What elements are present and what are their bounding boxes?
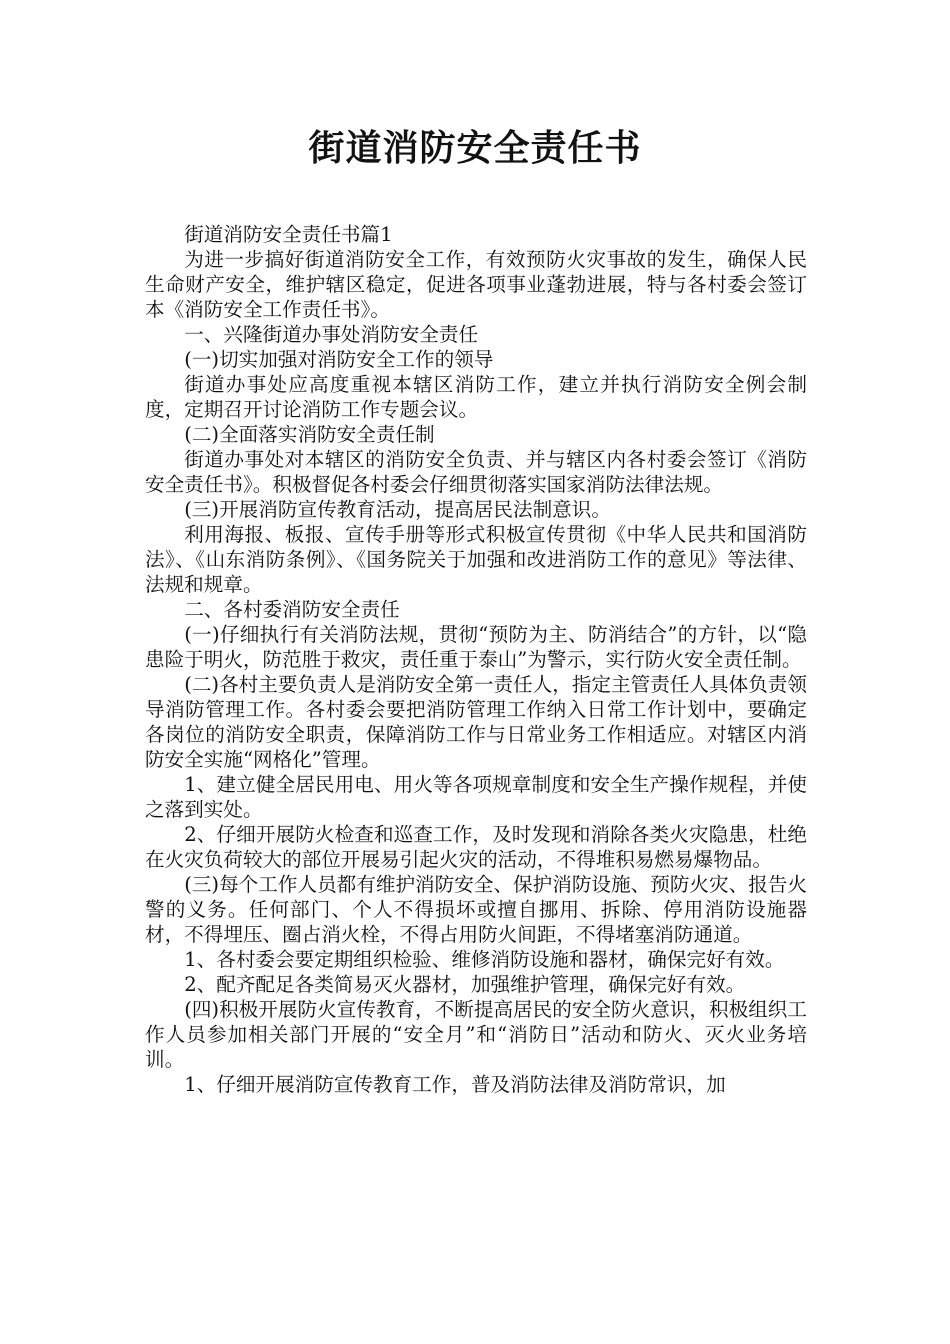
paragraph: (四)积极开展防火宣传教育，不断提高居民的安全防火意识，积极组织工作人员参加相关部门开展的“安全月”和“消防日”活动和防火、灭火业务培训。 [145, 998, 807, 1071]
paragraph-section-heading: 街道消防安全责任书篇1 [184, 223, 393, 246]
paragraph: 为进一步搞好街道消防安全工作，有效预防火灾事故的发生，确保人民生命财产安全，维护辖区稳定，促进各项事业蓬勃进展，特与各村委会签订本《消防安全工作责任书》。 [145, 248, 807, 321]
paragraph: 1、各村委会要定期组织检验、维修消防设施和器材，确保完好有效。 [184, 948, 785, 971]
paragraph: (二)各村主要负责人是消防安全第一责任人，指定主管责任人具体负责领导消防管理工作。各村委会要把消防管理工作纳入日常工作计划中，要确定各岗位的消防安全职责，保障消防工作与日常业务工作相适应。对辖区内消防安全实施“网格化”管理。 [145, 673, 807, 771]
paragraph: (三)每个工作人员都有维护消防安全、保护消防设施、预防火灾、报告火警的义务。任何部门、个人不得损坏或擅自挪用、拆除、停用消防设施器材，不得埋压、圈占消火栓，不得占用防火间距，不得堵塞消防通道。 [145, 873, 807, 946]
paragraph: 街道办事处应高度重视本辖区消防工作，建立并执行消防安全例会制度，定期召开讨论消防工作专题会议。 [145, 373, 807, 421]
paragraph-heading: 一、兴隆街道办事处消防安全责任 [184, 323, 479, 346]
paragraph: 利用海报、板报、宣传手册等形式积极宣传贯彻《中华人民共和国消防法》、《山东消防条例》、《国务院关于加强和改进消防工作的意见》等法律、法规和规章。 [145, 523, 807, 596]
paragraph-heading: 二、各村委消防安全责任 [184, 598, 400, 621]
paragraph-subheading: (一)切实加强对消防安全工作的领导 [184, 348, 494, 371]
paragraph: 2、配齐配足各类简易灭火器材，加强维护管理，确保完好有效。 [184, 973, 746, 996]
paragraph: 2、仔细开展防火检查和巡查工作，及时发现和消除各类火灾隐患，杜绝在火灾负荷较大的部位开展易引起火灾的活动，不得堆积易燃易爆物品。 [145, 823, 807, 871]
document-title: 街道消防安全责任书 [308, 128, 642, 169]
paragraph: (一)仔细执行有关消防法规，贯彻“预防为主、防消结合”的方针，以“隐患险于明火，防范胜于救灾，责任重于泰山”为警示，实行防火安全责任制。 [145, 623, 807, 671]
document-body [145, 222, 807, 1097]
paragraph-subheading: (三)开展消防宣传教育活动，提高居民法制意识。 [184, 498, 611, 521]
paragraph: 街道办事处对本辖区的消防安全负责、并与辖区内各村委会签订《消防安全责任书》。积极督促各村委会仔细贯彻落实国家消防法律法规。 [145, 448, 807, 496]
paragraph: 1、建立健全居民用电、用火等各项规章制度和安全生产操作规程，并使之落到实处。 [145, 773, 807, 821]
paragraph: 1、仔细开展消防宣传教育工作，普及消防法律及消防常识，加 [184, 1073, 726, 1096]
paragraph-subheading: (二)全面落实消防安全责任制 [184, 423, 435, 446]
